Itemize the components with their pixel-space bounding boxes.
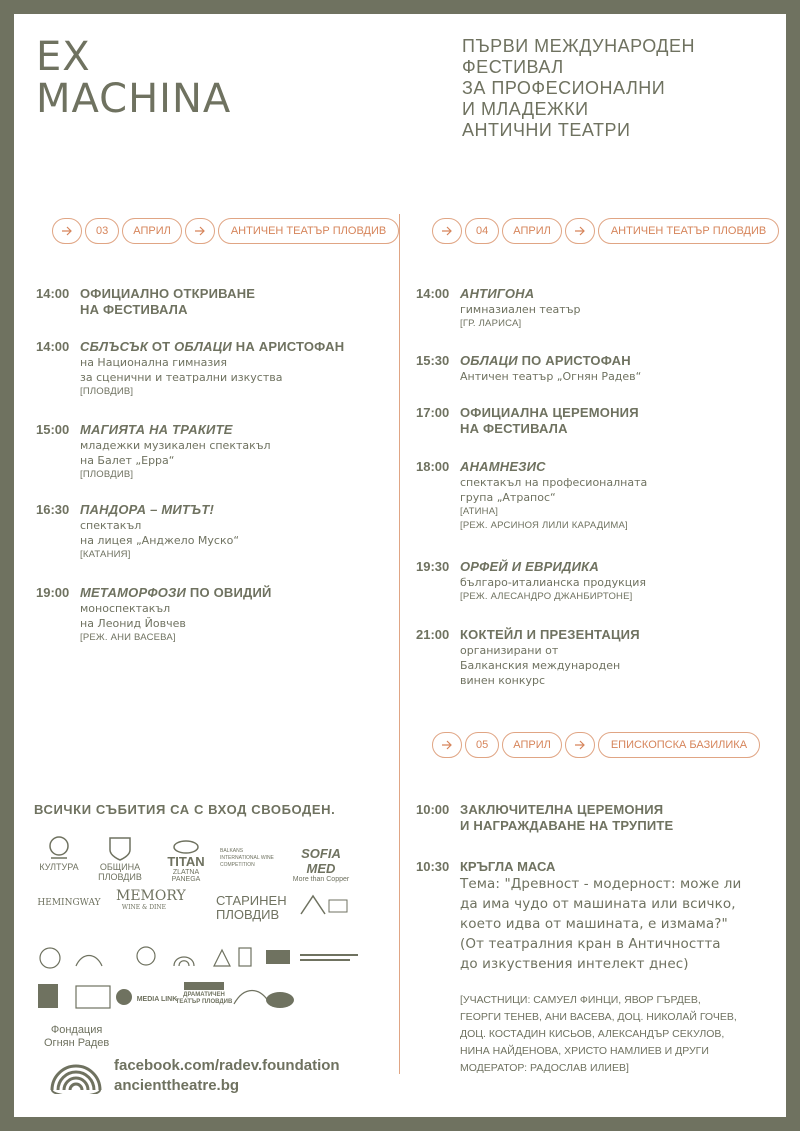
hemingway-logo: HEMINGWAY [37,898,101,908]
day3-month: АПРИЛ [502,732,562,758]
subtitle-line: АНТИЧНИ ТЕАТРИ [462,120,631,140]
arrow-icon [52,218,82,244]
event-tag: [ГР. ЛАРИСА] [460,318,522,329]
event-item [416,802,756,834]
event-desc: българо-италианска продукция [460,576,647,589]
event-title: АНТИГОНА [460,286,535,301]
logo-line2: MACHINA [36,76,232,122]
starinen-plovdiv-logo: СТАРИНЕН ПЛОВДИВ [216,893,287,922]
event-title: ОФИЦИАЛНА ЦЕРЕМОНИЯ [460,405,639,420]
day3-header [432,732,760,760]
participants-line: [УЧАСТНИЦИ: САМУЕЛ ФИНЦИ, ЯВОР ГЪРДЕВ, [460,994,701,1006]
arrow-icon [185,218,215,244]
round-theme: което идва от машината, е измама?" [460,916,728,932]
round-theme: (От театралния кран в Античността [460,936,721,952]
arrow-icon [432,218,462,244]
day3-date: 05 [465,732,499,758]
event-time: 19:30 [416,559,450,574]
event-title: АНАМНЕЗИС [460,459,546,474]
event-desc: група „Атрапос“ [460,491,556,504]
event-title: МЕТАМОРФОЗИ [80,585,187,600]
titan-logo: TITAN ZLATNA PANEGA [160,840,212,883]
event-item [416,353,756,384]
sofiamed-logo: SOFIA MED More than Copper [292,846,350,883]
event-desc: на Балет „Ерра“ [80,454,175,467]
event-tag: [РЕЖ. АНИ ВАСЕВА] [80,632,176,643]
event-title: ПАНДОРА – МИТЪТ! [80,502,215,517]
participants-line: НИНА НАЙДЕНОВА, ХРИСТО НАМЛИЕВ И ДРУГИ [460,1045,709,1057]
arrow-icon [432,732,462,758]
day1-venue: АНТИЧЕН ТЕАТЪР ПЛОВДИВ [218,218,399,244]
day2-date: 04 [465,218,499,244]
event-item [416,405,756,437]
event-desc: на лицея „Анджело Муско“ [80,534,240,547]
event-desc: спектакъл на професионалната [460,476,648,489]
round-theme: до изкуствения интелект днес) [460,956,689,972]
event-desc: за сценични и театрални изкуства [80,371,283,384]
event-title: МАГИЯТА НА ТРАКИТЕ [80,422,233,437]
participants-line: ДОЦ. КОСТАДИН КИСЬОВ, АЛЕКСАНДЪР СЕКУЛОВ, [460,1028,725,1040]
event-time: 16:30 [36,502,70,517]
subtitle-line: ФЕСТИВАЛ [462,57,564,77]
foundation-name: Фондация Огнян Радев [44,1024,110,1049]
day2-month: АПРИЛ [502,218,562,244]
foundation-logo-icon [48,1054,104,1099]
event-tag: [ПЛОВДИВ] [80,469,134,480]
event-desc: гимназиален театър [460,303,581,316]
round-table [416,859,761,1077]
participants-line: МОДЕРАТОР: РАДОСЛАВ ИЛИЕВ] [460,1062,629,1074]
event-desc: моноспектакъл [80,602,171,615]
round-theme: да има чудо от машината или всичко, [460,896,736,912]
event-time: 14:00 [36,339,70,354]
poster [14,14,786,1117]
festival-subtitle [462,36,695,141]
event-item [36,422,376,482]
website-link[interactable]: ancienttheatre.bg [114,1077,240,1094]
subtitle-line: ЗА ПРОФЕСИОНАЛНИ [462,78,666,98]
event-tag: [РЕЖ. АЛЕСАНДРО ДЖАНБИРТОНЕ] [460,591,633,602]
arrow-icon [565,732,595,758]
facebook-link[interactable]: facebook.com/radev.foundation [114,1057,340,1074]
plovdiv-logo: ОБЩИНА ПЛОВДИВ [84,834,156,882]
dramatic-theatre-logo: ДРАМАТИЧЕН ТЕАТЪР ПЛОВДИВ [175,992,233,1005]
event-desc: винен конкурс [460,674,546,687]
event-desc: на Национална гимназия [80,356,227,369]
event-desc: Балканския международен [460,659,621,672]
event-title: ОТ [148,339,175,354]
event-title: НА ФЕСТИВАЛА [80,302,188,317]
day1-month: АПРИЛ [122,218,182,244]
partner-logo-row [34,944,364,974]
memory-logo: MEMORY WINE & DINE [116,888,186,911]
event-title: ПО ОВИДИЙ [186,585,272,600]
festival-logo [36,36,231,120]
event-title: И НАГРАЖДАВАНЕ НА ТРУПИТЕ [460,818,674,833]
event-desc: спектакъл [80,519,142,532]
day1-date: 03 [85,218,119,244]
sponsor-logos [34,834,364,1014]
event-time: 19:00 [36,585,70,600]
event-item [416,627,756,688]
event-title: ЗАКЛЮЧИТЕЛНА ЦЕРЕМОНИЯ [460,802,664,817]
column-divider [399,214,400,1074]
participants-line: ГЕОРГИ ТЕНЕВ, АНИ ВАСЕВА, ДОЦ. НИКОЛАЙ ГОЧЕВ, [460,1011,737,1023]
event-time: 10:30 [416,859,450,874]
kultura-logo: КУЛТУРА [34,834,84,872]
contact-links [114,1056,340,1096]
event-time: 14:00 [416,286,450,301]
event-item [36,502,376,562]
event-title: НА ФЕСТИВАЛА [460,421,568,436]
event-item [416,286,756,331]
event-title: ОФИЦИАЛНО ОТКРИВАНЕ [80,286,256,301]
partner-logo [284,892,360,918]
event-desc: Античен театър „Огнян Радев“ [460,370,642,383]
event-desc: младежки музикален спектакъл [80,439,271,452]
event-item [36,339,376,399]
event-time: 18:00 [416,459,450,474]
subtitle-line: И МЛАДЕЖКИ [462,99,589,119]
day2-venue: АНТИЧЕН ТЕАТЪР ПЛОВДИВ [598,218,779,244]
event-desc: на Леонид Йовчев [80,617,186,630]
free-entry-note: ВСИЧКИ СЪБИТИЯ СА С ВХОД СВОБОДЕН. [34,802,336,817]
event-item [36,585,376,645]
event-title: НА АРИСТОФАН [231,339,345,354]
logo-line1: EX [36,34,91,80]
subtitle-line: ПЪРВИ МЕЖДУНАРОДЕН [462,36,695,56]
event-tag: [АТИНА] [460,506,499,517]
bi-wine-logo: BALKANS INTERNATIONAL WINE COMPETITION [220,848,274,868]
event-tag: [РЕЖ. АРСИНОЯ ЛИЛИ КАРАДИМА] [460,520,628,531]
event-title: КОКТЕЙЛ И ПРЕЗЕНТАЦИЯ [460,627,640,642]
event-title: КРЪГЛА МАСА [460,859,556,874]
event-item [416,459,756,533]
event-time: 15:30 [416,353,450,368]
event-title: ПО АРИСТОФАН [517,353,631,368]
arrow-icon [565,218,595,244]
event-title: ОРФЕЙ И ЕВРИДИКА [460,559,599,574]
event-desc: организирани от [460,644,559,657]
event-item [36,286,376,318]
event-tag: [ПЛОВДИВ] [80,386,134,397]
event-tag: [КАТАНИЯ] [80,549,131,560]
event-time: 21:00 [416,627,450,642]
event-time: 15:00 [36,422,70,437]
day3-venue: ЕПИСКОПСКА БАЗИЛИКА [598,732,760,758]
day2-header [432,218,779,246]
event-time: 17:00 [416,405,450,420]
round-participants [460,992,761,1077]
event-time: 10:00 [416,802,450,817]
event-title: СБЛЪСЪК [80,339,149,354]
event-title: ОБЛАЦИ [460,353,518,368]
event-title: ОБЛАЦИ [174,339,232,354]
day1-header [52,218,399,246]
event-time: 14:00 [36,286,70,301]
round-theme: Тема: "Древност - модерност: може ли [460,876,742,892]
event-item [416,559,756,604]
medialink-logo: MEDIA LINK [136,996,178,1003]
